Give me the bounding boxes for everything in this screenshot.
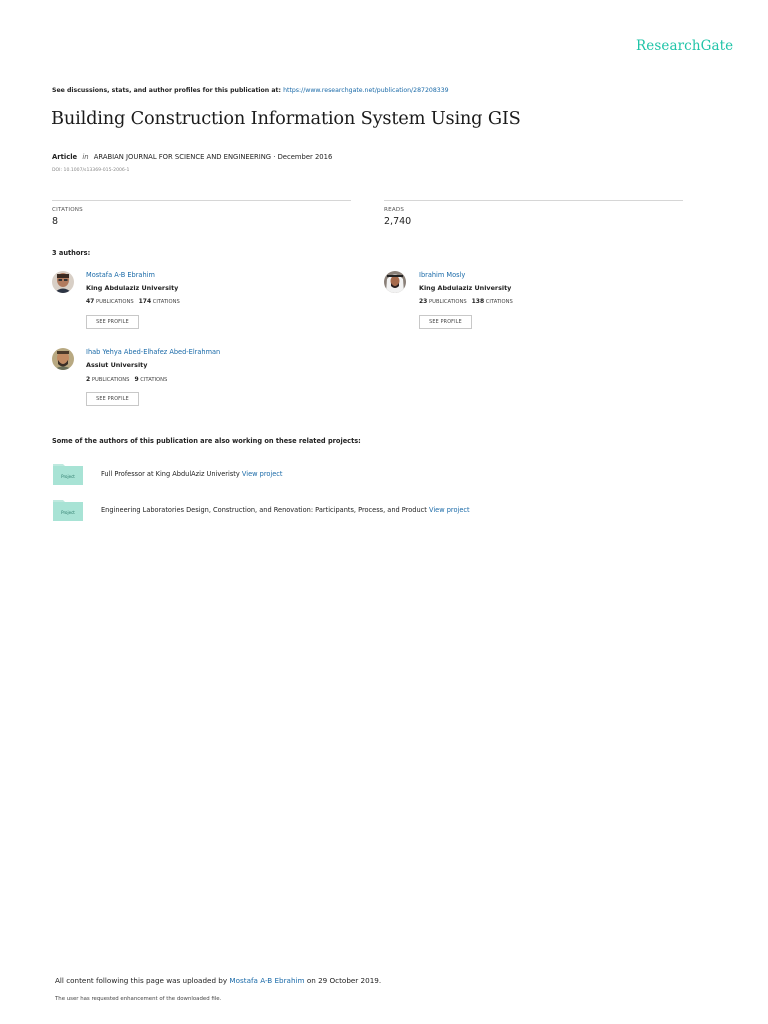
article-type: Article	[52, 153, 78, 161]
citations-label: CITATIONS	[52, 207, 83, 213]
article-meta	[52, 153, 332, 161]
author-stats	[86, 376, 167, 383]
journal-name[interactable]: ARABIAN JOURNAL FOR SCIENCE AND ENGINEERING	[93, 153, 272, 161]
citations-count: 138	[471, 298, 485, 305]
uploaded-by-line	[55, 976, 381, 985]
author-avatar[interactable]	[52, 271, 74, 293]
author-name-link[interactable]: Ihab Yehya Abed-Elhafez Abed-Elrahman	[86, 348, 221, 356]
citations-divider	[52, 200, 351, 201]
author-photo-icon	[384, 271, 406, 293]
author-stats	[86, 298, 180, 305]
doi: DOI: 10.1007/s13369-015-2006-1	[52, 168, 130, 173]
uploader-link[interactable]: Mostafa A-B Ebrahim	[229, 976, 305, 985]
see-profile-button[interactable]: SEE PROFILE	[86, 315, 139, 329]
author-avatar[interactable]	[52, 348, 74, 370]
author-photo-icon	[52, 348, 74, 370]
project-title: Engineering Laboratories Design, Construction, and Renovation: Participants, Process, and Product	[101, 506, 427, 514]
publications-label: PUBLICATIONS	[91, 377, 130, 383]
publication-url-link[interactable]: https://www.researchgate.net/publication/287208339	[283, 87, 449, 94]
publications-count: 2	[86, 376, 91, 383]
author-institution: King Abdulaziz University	[419, 284, 512, 292]
reads-count: 2,740	[384, 216, 412, 227]
project-item	[101, 470, 283, 478]
project-badge: Project	[61, 474, 75, 479]
citations-count: 8	[52, 216, 59, 227]
publication-title: Building Construction Information System Using GIS	[51, 108, 521, 129]
publication-date: · December 2016	[273, 153, 333, 161]
reads-label: READS	[384, 207, 405, 213]
in-word: in	[82, 153, 89, 161]
publications-label: PUBLICATIONS	[96, 299, 134, 305]
project-title: Full Professor at King AbdulAziz Univeristy	[101, 470, 240, 478]
researchgate-logo[interactable]: ResearchGate	[636, 38, 734, 54]
project-folder-icon	[53, 463, 83, 485]
related-projects-heading: Some of the authors of this publication are also working on these related projects:	[52, 437, 361, 445]
uploaded-prefix: All content following this page was uploaded by	[55, 976, 228, 985]
discussions-line	[52, 87, 449, 94]
publications-label: PUBLICATIONS	[429, 299, 467, 305]
author-institution: King Abdulaziz University	[86, 284, 179, 292]
see-profile-button[interactable]: SEE PROFILE	[419, 315, 472, 329]
author-stats	[419, 298, 513, 305]
citations-label: CITATIONS	[485, 299, 513, 305]
uploaded-suffix: on 29 October 2019.	[306, 976, 382, 985]
author-avatar[interactable]	[384, 271, 406, 293]
authors-heading: 3 authors:	[52, 249, 91, 257]
author-institution: Assiut University	[86, 361, 148, 369]
citations-label: CITATIONS	[140, 377, 168, 383]
project-folder-icon	[53, 499, 83, 521]
view-project-link[interactable]: View project	[428, 506, 470, 514]
reads-divider	[384, 200, 683, 201]
project-badge: Project	[61, 510, 75, 515]
citations-count: 9	[134, 376, 139, 383]
publications-count: 23	[419, 298, 428, 305]
citations-label: CITATIONS	[152, 299, 180, 305]
author-photo-icon	[52, 271, 74, 293]
citations-count: 174	[138, 298, 152, 305]
author-name-link[interactable]: Ibrahim Mosly	[419, 271, 466, 279]
project-item	[101, 506, 470, 514]
discussions-prefix: See discussions, stats, and author profiles for this publication at:	[52, 87, 281, 94]
enhancement-note: The user has requested enhancement of the downloaded file.	[55, 996, 222, 1002]
see-profile-button[interactable]: SEE PROFILE	[86, 392, 139, 406]
publications-count: 47	[86, 298, 95, 305]
author-name-link[interactable]: Mostafa A-B Ebrahim	[86, 271, 155, 279]
view-project-link[interactable]: View project	[241, 470, 283, 478]
